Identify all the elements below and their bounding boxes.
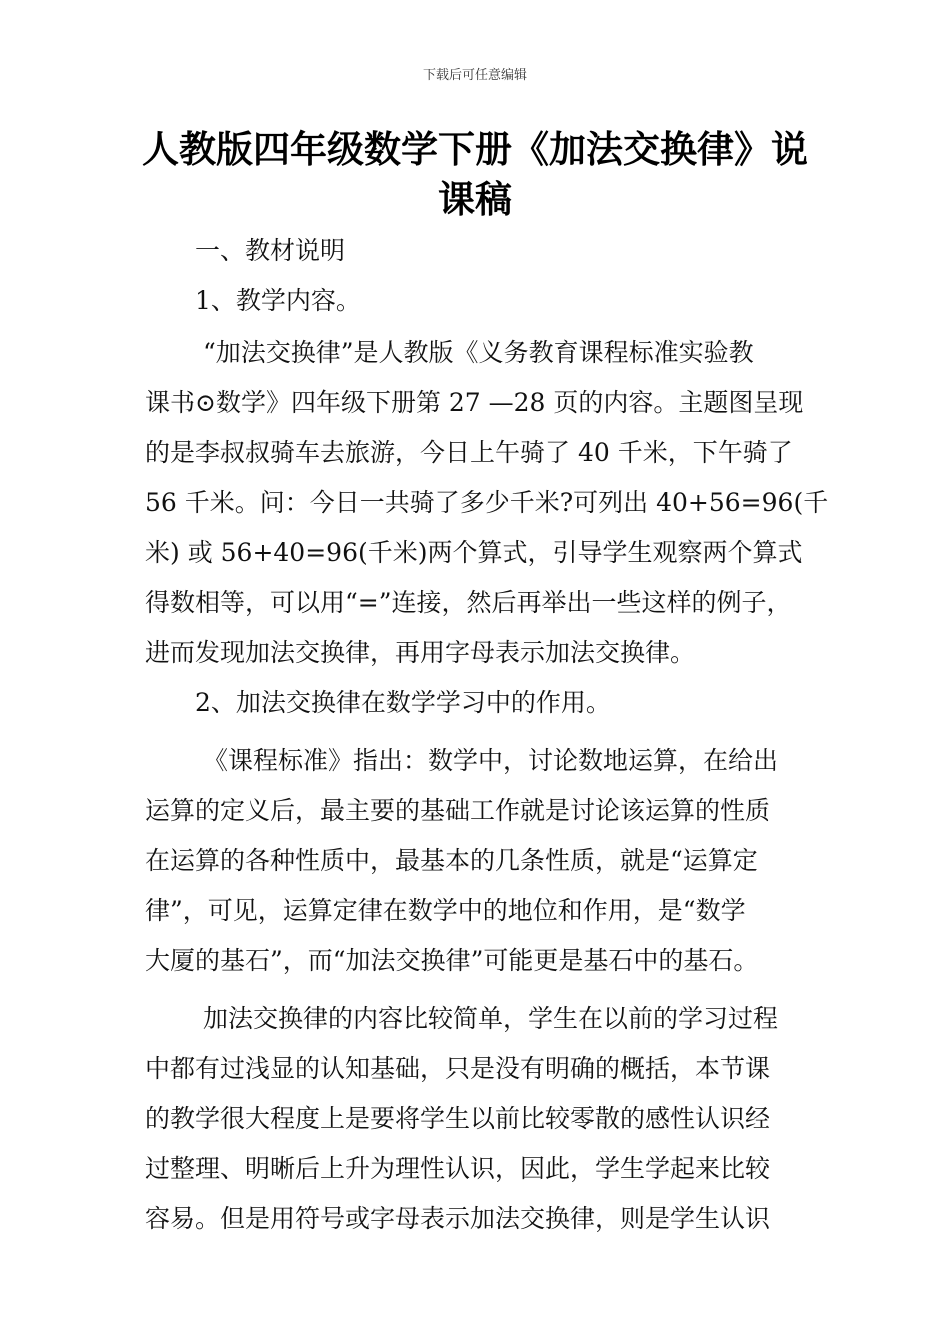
paragraph-line: 大厦的基石”，而“加法交换律”可能更是基石中的基石。 (145, 946, 759, 975)
paragraph-line: 过整理、明晰后上升为理性认识，因此，学生学起来比较 (145, 1154, 771, 1183)
paragraph-line: 的教学很大程度上是要将学生以前比较零散的感性认识经 (145, 1104, 771, 1133)
document-title-line-1: 人教版四年级数学下册《加法交换律》说 (142, 128, 808, 171)
paragraph-line: 《课程标准》指出：数学中，讨论数地运算，在给出 (203, 746, 779, 775)
document-title-line-2: 课稿 (438, 178, 512, 221)
paragraph-line: 运算的定义后，最主要的基础工作就是讨论该运算的性质 (145, 796, 771, 825)
paragraph-line: 进而发现加法交换律，再用字母表示加法交换律。 (145, 638, 696, 667)
paragraph-line: 容易。但是用符号或字母表示加法交换律，则是学生认识 (145, 1204, 771, 1233)
paragraph-line: 56 千米。问：今日一共骑了多少千米?可列出 40+56=96(千 (145, 488, 829, 517)
section-heading: 一、教材说明 (195, 236, 346, 265)
paragraph-line: 得数相等，可以用“=”连接，然后再举出一些这样的例子， (145, 588, 792, 617)
paragraph-line: “加法交换律”是人教版《义务教育课程标准实验教 (203, 338, 754, 367)
paragraph-line: 米) 或 56+40=96(千米)两个算式，引导学生观察两个算式 (145, 538, 803, 567)
paragraph-line: 中都有过浅显的认知基础，只是没有明确的概括，本节课 (145, 1054, 771, 1083)
paragraph-line: 课书⊙数学》四年级下册第 27 —28 页的内容。主题图呈现 (145, 388, 804, 417)
subsection-heading: 1、教学内容。 (195, 286, 361, 315)
header-note: 下载后可任意编辑 (422, 68, 527, 83)
paragraph-line: 在运算的各种性质中，最基本的几条性质，就是“运算定 (145, 846, 758, 875)
paragraph-line: 加法交换律的内容比较简单，学生在以前的学习过程 (203, 1004, 779, 1033)
paragraph-line: 律”，可见，运算定律在数学中的地位和作用，是“数学 (145, 896, 746, 925)
subsection-heading: 2、加法交换律在数学学习中的作用。 (195, 688, 611, 717)
document-body (145, 226, 845, 1244)
paragraph-line: 的是李叔叔骑车去旅游，今日上午骑了 40 千米，下午骑了 (145, 438, 793, 467)
